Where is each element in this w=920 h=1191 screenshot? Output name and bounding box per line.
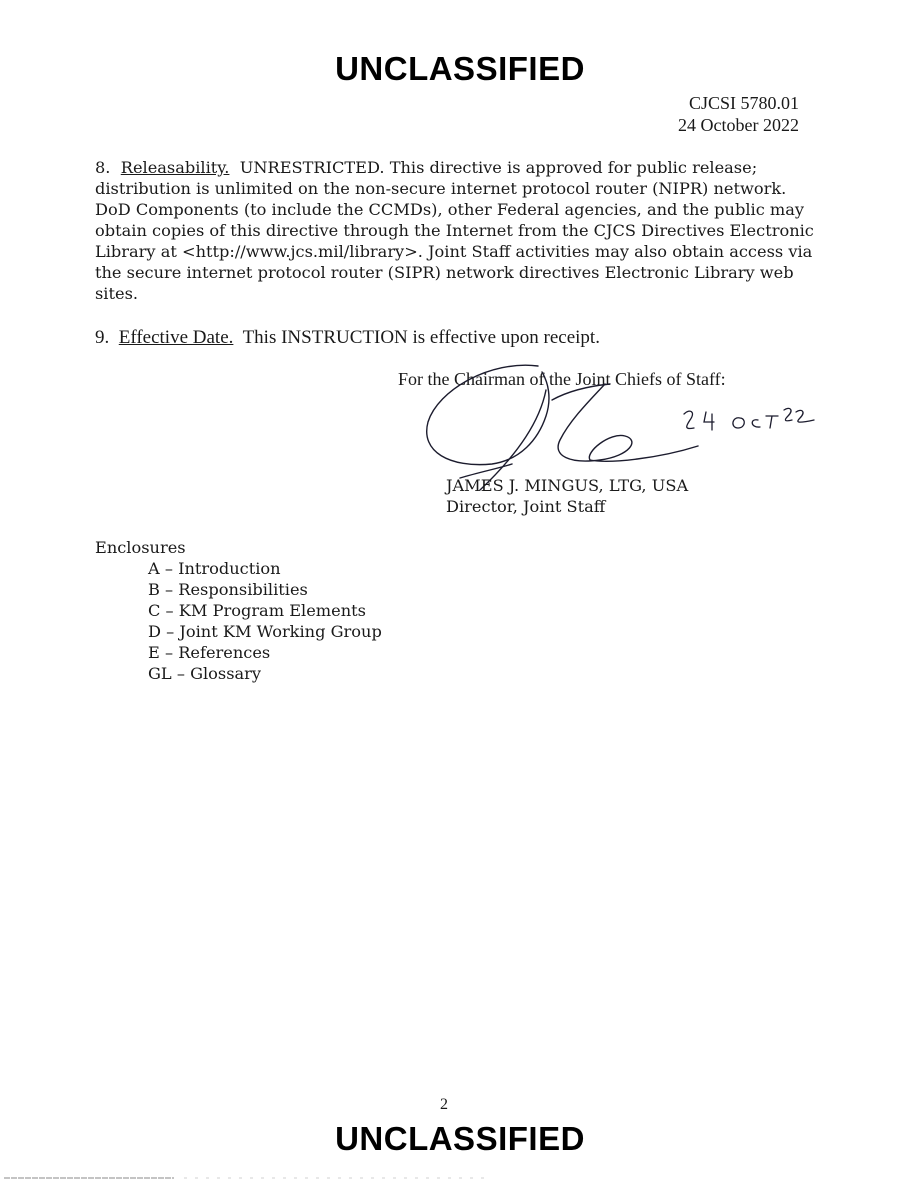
page-number: 2 xyxy=(440,1096,448,1113)
paragraph-effective-date xyxy=(95,327,815,348)
directive-number: CJCSI 5780.01 xyxy=(688,93,799,113)
paragraph-number: 9. xyxy=(95,327,110,348)
signer-name: JAMES J. MINGUS, LTG, USA xyxy=(446,476,689,495)
enclosure-item: C – KM Program Elements xyxy=(148,601,366,620)
document-reference xyxy=(678,92,799,136)
signature-intro: For the Chairman of the Joint Chiefs of Staff: xyxy=(398,369,726,389)
paragraph-text: This INSTRUCTION is effective upon receipt. xyxy=(242,327,600,348)
enclosure-item: A – Introduction xyxy=(148,559,281,578)
paragraph-number: 8. xyxy=(95,158,111,177)
scan-artifact-line xyxy=(4,1176,484,1180)
enclosure-item: B – Responsibilities xyxy=(148,580,308,599)
enclosures-list xyxy=(95,558,382,684)
handwritten-date xyxy=(678,400,818,440)
signer-title: Director, Joint Staff xyxy=(446,497,606,516)
enclosure-item: GL – Glossary xyxy=(148,664,262,683)
paragraph-heading: Effective Date. xyxy=(118,327,234,348)
classification-banner-bottom: UNCLASSIFIED xyxy=(335,1120,585,1157)
enclosures-section xyxy=(95,537,382,684)
paragraph-releasability xyxy=(95,157,815,304)
enclosures-heading: Enclosures xyxy=(95,538,186,557)
signature-block xyxy=(446,475,688,517)
handwritten-date-text: 24 Oct 22 xyxy=(678,400,683,401)
enclosure-item: E – References xyxy=(148,643,271,662)
enclosure-item: D – Joint KM Working Group xyxy=(148,622,382,641)
classification-banner-top: UNCLASSIFIED xyxy=(335,50,585,87)
directive-date: 24 October 2022 xyxy=(678,115,799,135)
paragraph-text: UNRESTRICTED. This directive is approved for public release; distribution is unlimited on the non-secure internet protocol router (NIPR) network. DoD Components (to include the CCMDs), other Federal agencies, and the public may obtain copies of this directive through the Internet from the CJCS Directives Electronic Library at <http://www.jcs.mil/library>. Joint Staff activities may also obtain access via the secure internet protocol router (SIPR) network directives Electronic Library web sites. xyxy=(95,158,814,303)
paragraph-heading: Releasability. xyxy=(120,158,230,177)
